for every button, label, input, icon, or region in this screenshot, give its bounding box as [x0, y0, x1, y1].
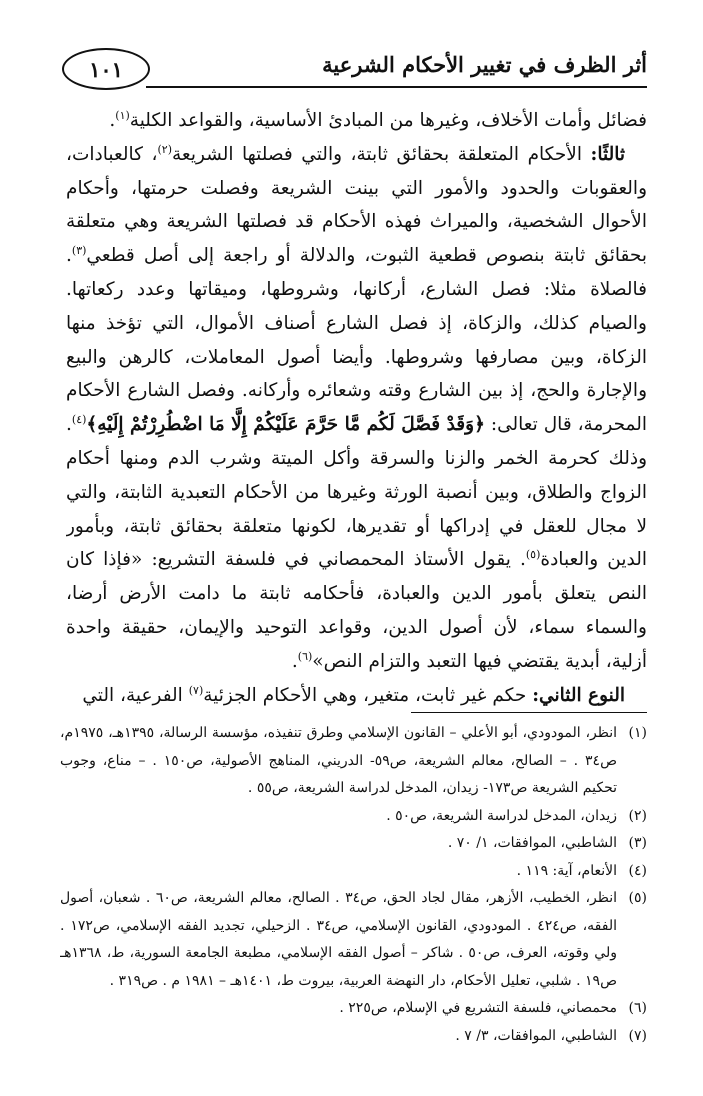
paragraph-2-text-3: . فالصلاة مثلا: فصل الشارع، أركانها، وشروطها، وميقاتها وعدد ركعاتها. والصيام كذلك، والزكاة، إذ فصل الشارع أصناف الأموال، التي تؤخذ منها الزكاة، وبين مصارفها وشروطها. وأيضا أصول المعاملات، كالرهن والبيع والإجارة والحج، إذ بين الشارع وقته وشعائره وأركانه. وفصل الشارع الأحكام المحرمة، قال تعالى: — [66, 245, 647, 436]
footnote-ref-1: (١) — [115, 108, 130, 122]
paragraph-1-text: فضائل وأمات الأخلاف، وغيرها من المبادئ الأساسية، والقواعد الكلية — [129, 110, 647, 131]
footnote — [60, 803, 647, 831]
footnote-marker: (٢) — [628, 807, 647, 824]
paragraph-2-text-1: الأحكام المتعلقة بحقائق ثابتة، والتي فصلتها الشريعة — [172, 143, 591, 165]
quran-verse: ﴿وَقَدْ فَصَّلَ لَكُم مَّا حَرَّمَ عَلَيْكُمْ إِلَّا مَا اضْطُرِرْتُمْ إِلَيْهِ﴾ — [86, 414, 485, 436]
footnote-separator — [411, 712, 647, 713]
main-text — [66, 104, 647, 712]
page-header — [60, 48, 647, 94]
paragraph-3-text-1: حكم غير ثابت، متغير، وهي الأحكام الجزئية — [203, 684, 533, 706]
paragraph-2 — [66, 138, 647, 679]
footnote-marker: (١) — [628, 725, 647, 741]
footnote-marker: (٥) — [628, 890, 647, 906]
footnote-ref-4: (٤) — [71, 413, 87, 427]
footnote-text: الشاطبي، الموافقات، ١/ ٧٠ . — [447, 835, 617, 851]
running-title: أثر الظرف في تغيير الأحكام الشرعية — [322, 52, 647, 77]
paragraph-2-text-4: . وذلك كحرمة الخمر والزنا والسرقة وأكل الميتة وشرب الدم ومنها أحكام الزواج والطلاق، وبين أنصبة الورثة وغيرها من الأحكام التعبدية الثابتة، والتي لا مجال للعقل في إدراكها أو تقديرها، لكونها متعلقة بحقائق ثابتة، وبأمور الدين والعبادة — [66, 414, 647, 571]
footnote — [60, 830, 647, 858]
footnote-marker: (٣) — [628, 835, 647, 851]
footnote-text: الأنعام، آية: ١١٩ . — [516, 862, 617, 879]
footnote-text: انظر، المودودي، أبو الأعلي – القانون الإسلامي وطرق تنفيذه، مؤسسة الرسالة، ١٣٩٥هـ، ١٩٧٥م، ص٣٤ . – الصالح، معالم الشريعة، ص٥٩- الدريني، المناهج الأصولية، ص١٥٠ . – مناع، وجوب تحكيم الشريعة ص١٧٣- زيدان، المدخل لدراسة الشريعة، ص٥٥ . — [60, 725, 617, 796]
footnote — [60, 995, 647, 1023]
section-label-second-type: النوع الثاني: — [532, 684, 625, 706]
footnote-text: زيدان، المدخل لدراسة الشريعة، ص٥٠ . — [386, 807, 617, 824]
footnote-ref-5: (٥) — [525, 548, 541, 562]
paragraph-2-text-2: ، كالعبادات، والعقوبات والحدود والأمور التي بينت الشريعة وفصلت حرمتها، وأحكام الأحوال الشخصية، والميراث فهذه الأحكام قد فصلتها الشريعة وهي متعلقة بحقائق ثابتة بنصوص قطعية الثبوت، والدلالة أو راجعة إلى أصل قطعي — [66, 143, 647, 267]
footnote-marker: (٧) — [628, 1027, 647, 1044]
footnote-text: محمصاني، فلسفة التشريع في الإسلام، ص٢٢٥ . — [339, 1000, 617, 1016]
footnote-ref-3: (٣) — [71, 244, 87, 258]
paragraph-3 — [66, 679, 647, 713]
page-number: ١٠١ — [62, 48, 150, 90]
paragraph-2-text-6: . — [291, 650, 298, 672]
footnote-text: انظر، الخطيب، الأزهر، مقال لجاد الحق، ص٣٤ . الصالح، معالم الشريعة، ص٦٠ . شعبان، أصول الفقه، ص٤٢٤ . المودودي، القانون الإسلامي، ص٣٤ . الزحيلي، تجديد الفقه الإسلامي، ص١٧٢ . ولي وقوته، العرف، ص٥٠ . شاكر – أصول الفقه الإسلامي، مطبعة الجامعة السورية، ط، ١٣٦٨هـ ص١٩ . شلبي، تعليل الأحكام، دار النهضة العربية، بيروت ط، ١٤٠١هـ – ١٩٨١ م . ص٣١٩ . — [60, 890, 618, 989]
paragraph-2-text-5: . يقول الأستاذ المحمصاني في فلسفة التشريع: «فإذا كان النص يتعلق بأمور الدين والعبادة، فأحكامه ثابتة ما دامت الأرض أرضا، والسماء سماء، لأن أصول الدين، وقواعد التوحيد والإيمان، حقيقة واحدة أزلية، أبدية يقتضي فيها التعبد والتزام النص» — [66, 549, 647, 672]
footnote-ref-6: (٦) — [297, 649, 313, 663]
footnote-text: الشاطبي، الموافقات، ٣/ ٧ . — [455, 1027, 617, 1044]
paragraph-3-text-2: الفرعية، التي — [82, 684, 189, 706]
section-label-third: ثالثًا: — [590, 143, 626, 165]
footnote — [60, 720, 647, 803]
footnotes — [60, 720, 647, 1050]
footnote-ref-2: (٢) — [157, 142, 173, 156]
header-rule — [146, 86, 647, 88]
paragraph-1 — [66, 104, 647, 138]
footnote — [60, 885, 647, 995]
paragraph-1-end: . — [109, 110, 116, 131]
footnote — [60, 858, 647, 886]
footnote-marker: (٤) — [628, 862, 647, 879]
footnote-marker: (٦) — [628, 1000, 647, 1016]
footnote-ref-7: (٧) — [188, 683, 204, 697]
footnote — [60, 1023, 647, 1051]
